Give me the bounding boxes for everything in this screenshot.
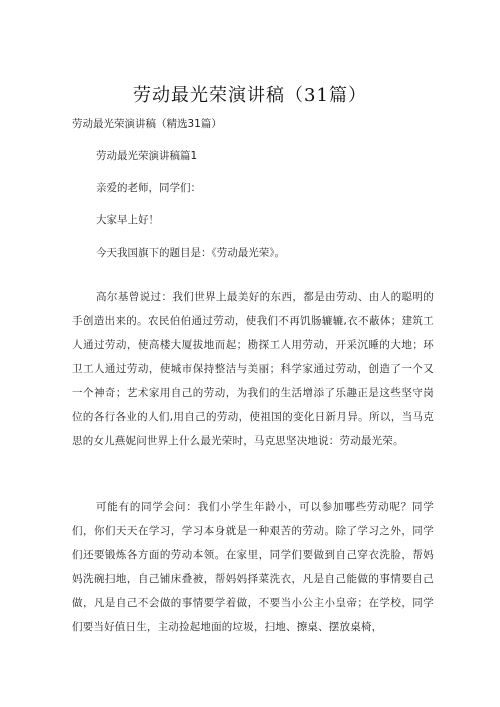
document-title: 劳动最光荣演讲稿（31篇）: [133, 85, 367, 106]
salutation: 亲爱的老师，同学们：: [96, 182, 201, 194]
section-heading: 劳动最光荣演讲稿篇1: [96, 150, 198, 162]
paragraph-1: 高尔基曾说过：我们世界上最美好的东西，都是由劳动、由人的聪明的手创造出来的。农民伯伯通过劳动，使我们不再饥肠辘辘,衣不蔽体；建筑工人通过劳动，使高楼大厦拔地而起；勘探工人用劳动，开采沉睡的大地；环卫工人通过劳动，使城市保持整洁与美丽；科学家通过劳动，创造了一个又一个神奇；艺术家用自己的劳动，为我们的生活增添了乐趣正是这些坚守岗位的各行各业的人们,用自己的劳动，使祖国的变化日新月异。所以，当马克思的女儿燕妮问世界上什么最光荣时，马克思坚决地说：劳动最光荣。: [72, 291, 434, 447]
paragraph-2: 可能有的同学会问：我们小学生年龄小，可以参加哪些劳动呢？同学们，你们天天在学习，学习本身就是一种艰苦的劳动。除了学习之外，同学们还要锻炼各方面的劳动本领。在家里，同学们要做到自己穿衣洗脸，帮妈妈洗碗扫地，自己铺床叠被，帮妈妈择菜洗衣，凡是自己能做的事情要自己做，凡是自己不会做的事情要学着做，不要当小公主小皇帝；在学校，同学们要当好值日生，主动捡起地面的垃圾，扫地、擦桌、摆放桌椅，: [72, 501, 434, 633]
document-subtitle: 劳动最光荣演讲稿（精选31篇）: [72, 118, 222, 130]
greeting: 大家早上好！: [96, 214, 159, 226]
topic-line: 今天我国旗下的题目是：《劳动最光荣》。: [96, 247, 285, 259]
